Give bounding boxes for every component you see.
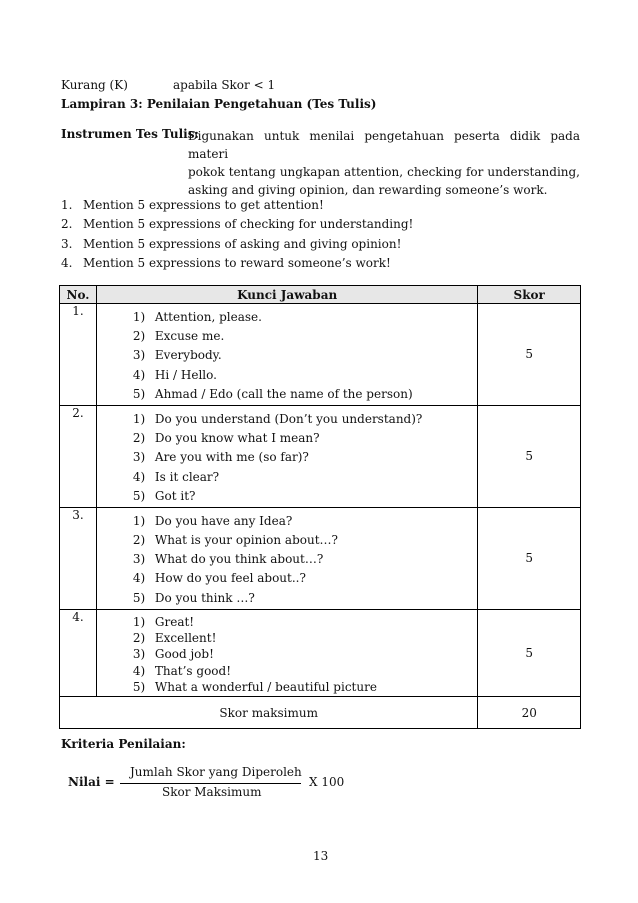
answer-item: [134, 614, 478, 630]
answer-number: 4): [132, 367, 146, 382]
list-item: [61, 196, 413, 215]
answer-item: [134, 630, 478, 646]
answer-text: What do you think about…?: [154, 552, 324, 567]
answer-item: [134, 366, 478, 385]
header-no: No.: [60, 286, 97, 304]
answer-number: 4): [132, 571, 146, 586]
answer-item: [134, 308, 478, 327]
answer-item: [134, 663, 478, 679]
table-row: [60, 609, 581, 696]
answer-cell: [96, 609, 478, 696]
answer-text: Are you with me (so far)?: [154, 450, 309, 465]
question-text: Mention 5 expressions of asking and giving opinion!: [83, 236, 402, 251]
answer-item: [134, 346, 478, 365]
row-number: 2.: [60, 405, 97, 507]
answer-number: 5): [132, 386, 146, 401]
instrument-line: asking and giving opinion, dan rewarding someone’s work.: [188, 183, 548, 197]
total-value: 20: [478, 697, 581, 729]
answer-number: 5): [132, 488, 146, 503]
row-number: 4.: [60, 609, 97, 696]
answer-item: [134, 410, 478, 429]
answer-number: 5): [132, 590, 146, 605]
answer-cell: [96, 507, 478, 609]
total-label: Skor maksimum: [60, 697, 478, 729]
instrument-description: [188, 127, 580, 199]
answer-text: What a wonderful / beautiful picture: [154, 680, 377, 694]
answer-number: 3): [132, 450, 146, 465]
answer-number: 1): [132, 310, 146, 324]
list-item: [61, 235, 413, 254]
answer-key-table: [59, 285, 581, 729]
answer-text: Excuse me.: [154, 329, 225, 344]
answer-number: 1): [132, 411, 146, 426]
answer-text: Excellent!: [154, 631, 217, 646]
answer-item: [134, 531, 478, 550]
answer-text: Hi / Hello.: [154, 367, 217, 382]
answer-item: [134, 512, 478, 531]
page-number: 13: [313, 849, 329, 863]
row-number: 3.: [60, 507, 97, 609]
formula-denominator: Skor Maksimum: [162, 785, 262, 799]
question-text: Mention 5 expressions to reward someone’s work!: [83, 255, 391, 270]
answer-text: How do you feel about..?: [154, 571, 306, 586]
score-cell: 5: [478, 609, 581, 696]
table-row: [60, 405, 581, 507]
answer-text: Is it clear?: [154, 469, 220, 484]
answer-text: That’s good!: [154, 663, 232, 678]
score-cell: 5: [478, 507, 581, 609]
answer-number: 4): [132, 469, 146, 484]
list-item: [61, 254, 413, 273]
instrument-line: Digunakan untuk menilai pengetahuan peserta didik pada materi: [188, 129, 580, 161]
question-number: 2.: [61, 217, 73, 232]
question-number: 4.: [61, 255, 73, 270]
criteria-kurang-label: Kurang (K): [61, 78, 128, 92]
answer-text: Do you have any Idea?: [154, 513, 293, 528]
list-item: [61, 215, 413, 234]
fraction-bar: [120, 783, 301, 784]
answer-item: [134, 589, 478, 608]
answer-number: 2): [132, 533, 146, 548]
header-score: Skor: [478, 286, 581, 304]
answer-number: 2): [132, 329, 146, 344]
answer-item: [134, 468, 478, 487]
answer-item: [134, 448, 478, 467]
answer-text: Everybody.: [154, 348, 222, 363]
answer-text: What is your opinion about…?: [154, 533, 338, 548]
answer-number: 2): [132, 631, 146, 646]
answer-number: 3): [132, 552, 146, 567]
answer-item: [134, 550, 478, 569]
answer-item: [134, 327, 478, 346]
answer-item: [134, 385, 478, 404]
formula-multiplier: X 100: [309, 775, 345, 789]
formula-label: Nilai =: [68, 775, 115, 789]
answer-item: [134, 569, 478, 588]
question-number: 1.: [61, 198, 73, 212]
answer-text: Good job!: [154, 647, 214, 662]
question-text: Mention 5 expressions of checking for understanding!: [83, 217, 414, 232]
answer-item: [134, 646, 478, 662]
answer-item: [134, 679, 478, 695]
answer-item: [134, 429, 478, 448]
answer-text: Got it?: [154, 488, 196, 503]
criteria-heading: Kriteria Penilaian:: [61, 737, 186, 751]
question-text: Mention 5 expressions to get attention!: [83, 198, 324, 212]
answer-text: Attention, please.: [154, 310, 262, 324]
question-number: 3.: [61, 236, 73, 251]
answer-text: Ahmad / Edo (call the name of the person): [154, 386, 413, 401]
table-header-row: [60, 286, 581, 304]
answer-text: Do you think …?: [154, 590, 255, 605]
table-row: [60, 507, 581, 609]
answer-text: Great!: [154, 614, 195, 629]
answer-number: 1): [132, 614, 146, 629]
question-list: [61, 196, 413, 273]
total-row: [60, 697, 581, 729]
criteria-kurang-condition: apabila Skor < 1: [173, 78, 276, 92]
answer-number: 5): [132, 680, 146, 694]
answer-number: 3): [132, 647, 146, 662]
answer-number: 2): [132, 431, 146, 446]
table-row: [60, 304, 581, 406]
answer-number: 1): [132, 513, 146, 528]
answer-number: 3): [132, 348, 146, 363]
answer-text: Do you understand (Don’t you understand)?: [154, 411, 423, 426]
answer-text: Do you know what I mean?: [154, 431, 320, 446]
header-answer-key: Kunci Jawaban: [96, 286, 478, 304]
appendix-title: Lampiran 3: Penilaian Pengetahuan (Tes Tulis): [61, 97, 377, 111]
row-number: 1.: [60, 304, 97, 406]
instrument-line: pokok tentang ungkapan attention, checking for understanding,: [188, 165, 580, 179]
score-cell: 5: [478, 405, 581, 507]
answer-item: [134, 487, 478, 506]
answer-number: 4): [132, 663, 146, 678]
instrument-label: Instrumen Tes Tulis:: [61, 127, 199, 141]
answer-cell: [96, 304, 478, 406]
formula-numerator: Jumlah Skor yang Diperoleh: [130, 765, 302, 779]
answer-cell: [96, 405, 478, 507]
score-cell: 5: [478, 304, 581, 406]
